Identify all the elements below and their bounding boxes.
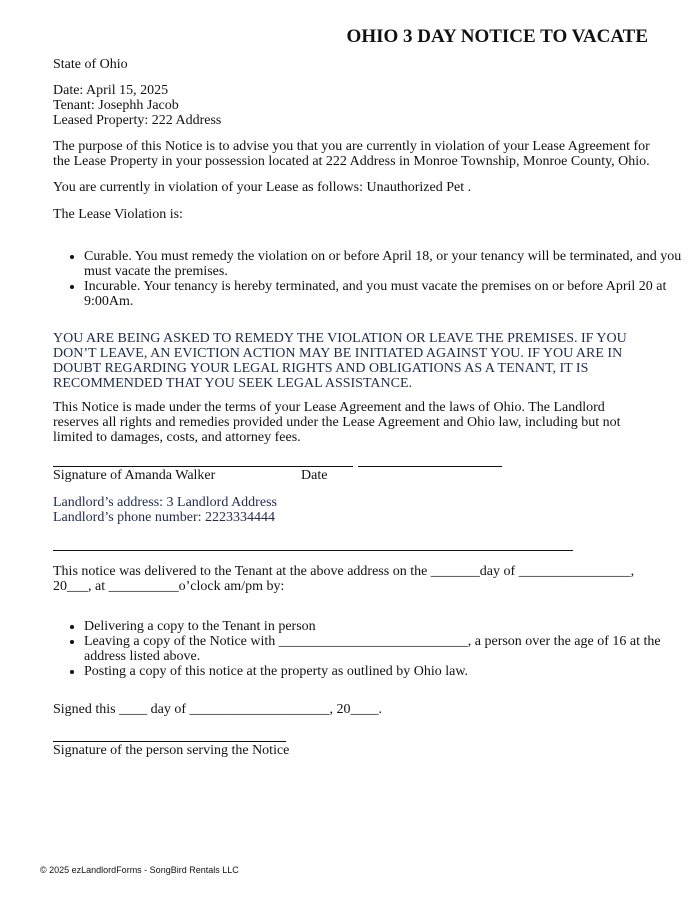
date-line-blank[interactable]: [358, 466, 502, 467]
footer-copyright: © 2025 ezLandlordForms - SongBird Rentals LLC: [40, 865, 239, 875]
option-incurable: • Incurable. Your tenancy is hereby terminated, and you must vacate the premises on or before April 20 at 9:00Am.: [84, 279, 684, 309]
purpose-paragraph: The purpose of this Notice is to advise you that you are currently in violation of your Lease Agreement for the Lease Property in your possession located at 222 Address in Monroe Township, Monroe County, Ohio.: [53, 139, 650, 169]
violation-options: [53, 249, 684, 309]
warning-paragraph: YOU ARE BEING ASKED TO REMEDY THE VIOLATION OR LEAVE THE PREMISES. IF YOU DON’T LEAVE, AN EVICTION ACTION MAY BE INITIATED AGAINST YOU. IF YOU ARE IN DOUBT REGARDING YOUR LEGAL RIGHTS AND OBLIGATIONS AS A TENANT, IT IS RECOMMENDED THAT YOU SEEK LEGAL ASSISTANCE.: [53, 331, 627, 391]
property-line: Leased Property: 222 Address: [53, 113, 222, 128]
signature-line[interactable]: [53, 466, 353, 467]
signature-label: Signature of Amanda Walker: [53, 468, 216, 483]
delivery-methods: [53, 619, 674, 679]
option-curable: • Curable. You must remedy the violation on or before April 18, or your tenancy will be terminated, and you must vacate the premises.: [84, 249, 684, 279]
delivery-paragraph: This notice was delivered to the Tenant at the above address on the _______day of ________________, 20___, at __________o’clock am/pm by:: [53, 564, 635, 594]
server-signature-line[interactable]: [53, 741, 286, 742]
date-line: Date: April 15, 2025: [53, 83, 169, 98]
method-posting: • Posting a copy of this notice at the property as outlined by Ohio law.: [84, 664, 674, 679]
tenant-line: Tenant: Josephh Jacob: [53, 98, 179, 113]
landlord-phone: Landlord’s phone number: 2223334444: [53, 510, 276, 525]
divider: [53, 550, 573, 551]
server-signature-label: Signature of the person serving the Notice: [53, 743, 290, 758]
signed-this: Signed this ____ day of ____________________, 20____.: [53, 702, 382, 717]
state: State of Ohio: [53, 57, 128, 72]
terms-paragraph: This Notice is made under the terms of your Lease Agreement and the laws of Ohio. The Landlord reserves all rights and remedies provided under the Lease Agreement and Ohio law, including but not limited to damages, costs, and attorney fees.: [53, 400, 621, 445]
method-in-person: • Delivering a copy to the Tenant in person: [84, 619, 674, 634]
date-label: Date: [301, 468, 328, 483]
violation-paragraph: You are currently in violation of your Lease as follows: Unauthorized Pet .: [53, 180, 472, 195]
violation-heading: The Lease Violation is:: [53, 207, 183, 222]
method-leave-copy: • Leaving a copy of the Notice with ___________________________, a person over the age of 16 at the address listed above.: [84, 634, 674, 664]
document-title: OHIO 3 DAY NOTICE TO VACATE: [346, 26, 648, 47]
landlord-address: Landlord’s address: 3 Landlord Address: [53, 495, 277, 510]
